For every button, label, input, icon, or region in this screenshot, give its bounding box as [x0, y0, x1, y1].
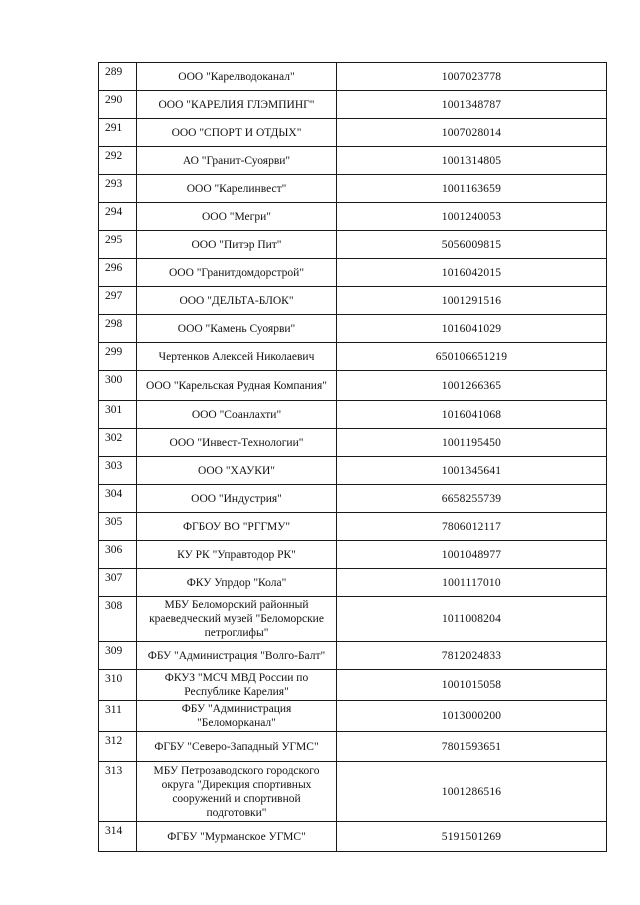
organization-name-cell: АО "Гранит-Суоярви": [137, 147, 337, 175]
table-row: [99, 315, 607, 343]
inn-cell: 1001291516: [337, 287, 607, 315]
inn-cell: 1013000200: [337, 701, 607, 732]
inn-cell: 1001286516: [337, 762, 607, 822]
organization-name-cell: ФГБОУ ВО "РГГМУ": [137, 513, 337, 541]
table-row: [99, 701, 607, 732]
organization-name-cell: ООО "Карельская Рудная Компания": [137, 371, 337, 401]
organization-name-cell: ФКУЗ "МСЧ МВД России по Республике Карелия": [137, 670, 337, 701]
organization-name-cell: ООО "Камень Суоярви": [137, 315, 337, 343]
inn-cell: 1001240053: [337, 203, 607, 231]
row-number-cell: 314: [99, 822, 137, 852]
inn-cell: 1016041029: [337, 315, 607, 343]
row-number-cell: 308: [99, 597, 137, 642]
row-number-cell: 295: [99, 231, 137, 259]
row-number-cell: 291: [99, 119, 137, 147]
table-row: [99, 642, 607, 670]
row-number-cell: 310: [99, 670, 137, 701]
table-row: [99, 231, 607, 259]
row-number-cell: 303: [99, 457, 137, 485]
table-row: [99, 203, 607, 231]
row-number-cell: 312: [99, 732, 137, 762]
organization-name-cell: ООО "Индустрия": [137, 485, 337, 513]
inn-cell: 1007028014: [337, 119, 607, 147]
inn-cell: 1001015058: [337, 670, 607, 701]
organization-name-cell: ООО "Питэр Пит": [137, 231, 337, 259]
table-body: [99, 63, 607, 852]
organization-name-cell: ООО "Карелинвест": [137, 175, 337, 203]
organization-name-cell: ООО "Соанлахти": [137, 401, 337, 429]
table-row: [99, 287, 607, 315]
table-row: [99, 175, 607, 203]
row-number-cell: 293: [99, 175, 137, 203]
row-number-cell: 296: [99, 259, 137, 287]
inn-cell: 1001117010: [337, 569, 607, 597]
organizations-table: [98, 62, 607, 852]
inn-cell: 1001348787: [337, 91, 607, 119]
inn-cell: 1011008204: [337, 597, 607, 642]
inn-cell: 5056009815: [337, 231, 607, 259]
table-row: [99, 147, 607, 175]
table-row: [99, 371, 607, 401]
row-number-cell: 297: [99, 287, 137, 315]
table-row: [99, 569, 607, 597]
organization-name-cell: ООО "ДЕЛЬТА-БЛОК": [137, 287, 337, 315]
table-row: [99, 513, 607, 541]
inn-cell: 1001048977: [337, 541, 607, 569]
table-row: [99, 63, 607, 91]
inn-cell: 7801593651: [337, 732, 607, 762]
table-row: [99, 541, 607, 569]
organization-name-cell: КУ РК "Управтодор РК": [137, 541, 337, 569]
row-number-cell: 290: [99, 91, 137, 119]
organization-name-cell: ООО "КАРЕЛИЯ ГЛЭМПИНГ": [137, 91, 337, 119]
inn-cell: 1001195450: [337, 429, 607, 457]
inn-cell: 6658255739: [337, 485, 607, 513]
inn-cell: 1001266365: [337, 371, 607, 401]
organization-name-cell: ООО "ХАУКИ": [137, 457, 337, 485]
organization-name-cell: ФБУ "Администрация "Волго-Балт": [137, 642, 337, 670]
table-row: [99, 91, 607, 119]
table-row: [99, 343, 607, 371]
inn-cell: 7806012117: [337, 513, 607, 541]
row-number-cell: 313: [99, 762, 137, 822]
inn-cell: 1001163659: [337, 175, 607, 203]
table-row: [99, 401, 607, 429]
organization-name-cell: ООО "СПОРТ И ОТДЫХ": [137, 119, 337, 147]
table-row: [99, 485, 607, 513]
organization-name-cell: МБУ Беломорский районный краеведческий музей "Беломорские петроглифы": [137, 597, 337, 642]
organization-name-cell: ФБУ "Администрация "Беломорканал": [137, 701, 337, 732]
row-number-cell: 298: [99, 315, 137, 343]
inn-cell: 1007023778: [337, 63, 607, 91]
organization-name-cell: ФКУ Упрдор "Кола": [137, 569, 337, 597]
inn-cell: 650106651219: [337, 343, 607, 371]
table-row: [99, 732, 607, 762]
inn-cell: 1001345641: [337, 457, 607, 485]
inn-cell: 1016041068: [337, 401, 607, 429]
row-number-cell: 311: [99, 701, 137, 732]
table-row: [99, 457, 607, 485]
row-number-cell: 302: [99, 429, 137, 457]
row-number-cell: 301: [99, 401, 137, 429]
table-row: [99, 119, 607, 147]
row-number-cell: 299: [99, 343, 137, 371]
inn-cell: 7812024833: [337, 642, 607, 670]
row-number-cell: 305: [99, 513, 137, 541]
inn-cell: 5191501269: [337, 822, 607, 852]
row-number-cell: 309: [99, 642, 137, 670]
organization-name-cell: ООО "Инвест-Технологии": [137, 429, 337, 457]
organization-name-cell: ООО "Мегри": [137, 203, 337, 231]
organization-name-cell: ООО "Карелводоканал": [137, 63, 337, 91]
table-row: [99, 822, 607, 852]
organization-name-cell: ФГБУ "Мурманское УГМС": [137, 822, 337, 852]
table-row: [99, 762, 607, 822]
row-number-cell: 292: [99, 147, 137, 175]
organization-name-cell: Чертенков Алексей Николаевич: [137, 343, 337, 371]
inn-cell: 1016042015: [337, 259, 607, 287]
row-number-cell: 307: [99, 569, 137, 597]
table-row: [99, 670, 607, 701]
row-number-cell: 304: [99, 485, 137, 513]
table-row: [99, 429, 607, 457]
row-number-cell: 300: [99, 371, 137, 401]
table-row: [99, 259, 607, 287]
organization-name-cell: МБУ Петрозаводского городского округа "Дирекция спортивных сооружений и спортивной подготовки": [137, 762, 337, 822]
table-row: [99, 597, 607, 642]
row-number-cell: 306: [99, 541, 137, 569]
row-number-cell: 294: [99, 203, 137, 231]
inn-cell: 1001314805: [337, 147, 607, 175]
row-number-cell: 289: [99, 63, 137, 91]
organization-name-cell: ФГБУ "Северо-Западный УГМС": [137, 732, 337, 762]
organization-name-cell: ООО "Гранитдомдорстрой": [137, 259, 337, 287]
